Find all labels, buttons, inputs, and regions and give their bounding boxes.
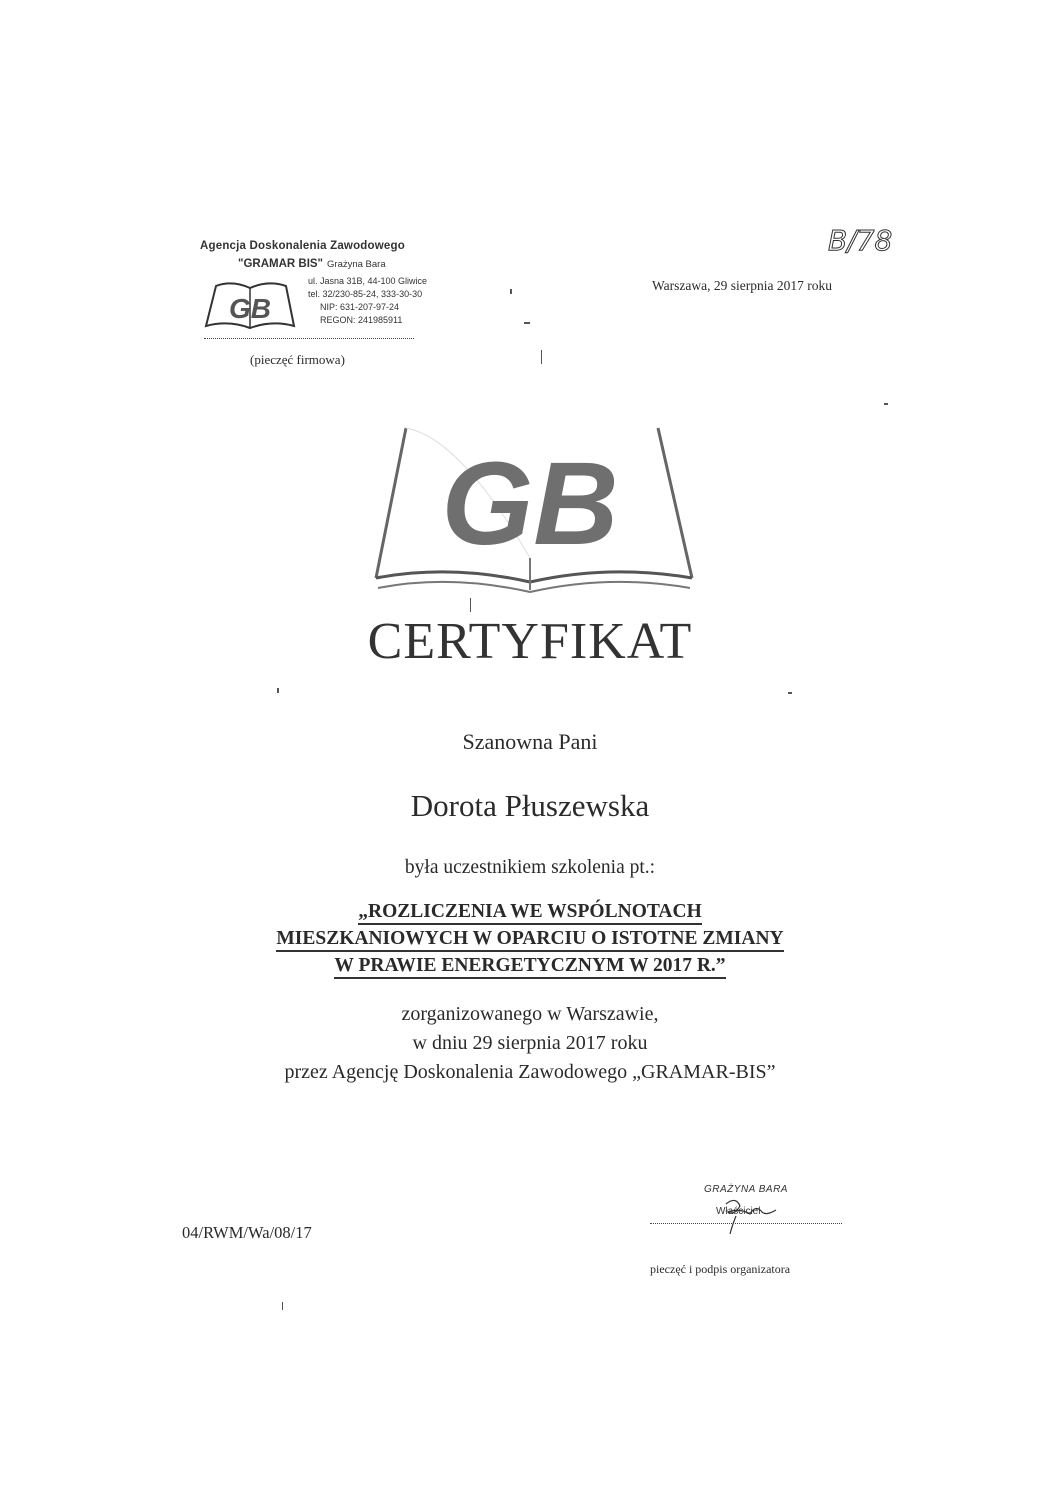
signature-caption: pieczęć i podpis organizatora bbox=[650, 1262, 791, 1276]
organization-line: przez Agencję Doskonalenia Zawodowego „GRAMAR-BIS” bbox=[284, 1061, 776, 1083]
salutation: Szanowna Pani bbox=[462, 729, 598, 754]
logo-gb-text: GB bbox=[441, 438, 619, 570]
certificate-title: CERTYFIKAT bbox=[367, 613, 693, 670]
stamp-book-logo-icon bbox=[202, 276, 298, 332]
scan-speck bbox=[277, 688, 279, 693]
stamp-address: ul. Jasna 31B, 44-100 Gliwice bbox=[308, 276, 428, 286]
course-title-line: MIESZKANIOWYCH W OPARCIU O ISTOTNE ZMIANY bbox=[0, 925, 1060, 952]
stamp-caption: (pieczęć firmowa) bbox=[250, 352, 345, 367]
scan-speck bbox=[884, 403, 888, 405]
scan-speck bbox=[470, 598, 471, 612]
organization-line: w dniu 29 sierpnia 2017 roku bbox=[412, 1032, 648, 1054]
organization-details bbox=[0, 1000, 1060, 1087]
stamp-logo-text: GB bbox=[229, 293, 271, 324]
signature-stamp-name: GRAŻYNA BARA bbox=[704, 1184, 788, 1195]
signature-dotted-line bbox=[650, 1223, 842, 1224]
scan-speck bbox=[524, 322, 530, 324]
handwritten-note bbox=[824, 222, 914, 260]
scan-speck bbox=[541, 350, 542, 364]
organization-line: zorganizowanego w Warszawie, bbox=[401, 1003, 659, 1025]
stamp-name-text: "GRAMAR BIS" bbox=[238, 258, 324, 270]
scan-speck bbox=[282, 1302, 283, 1310]
course-title-line: „ROZLICZENIA WE WSPÓLNOTACH bbox=[0, 898, 1060, 925]
course-title-line: W PRAWIE ENERGETYCZNYM W 2017 R.” bbox=[0, 952, 1060, 979]
scan-speck bbox=[788, 692, 792, 694]
stamp-dotted-line bbox=[204, 338, 414, 339]
participation-statement: była uczestnikiem szkolenia pt.: bbox=[404, 857, 656, 878]
participant-name: Dorota Płuszewska bbox=[410, 788, 650, 823]
stamp-regon: REGON: 241985911 bbox=[320, 315, 403, 325]
signature-block bbox=[646, 1180, 846, 1280]
stamp-phone: tel. 32/230-85-24, 333-30-30 bbox=[308, 289, 423, 299]
stamp-nip: NIP: 631-207-97-24 bbox=[320, 302, 400, 312]
reference-number: 04/RWM/Wa/08/17 bbox=[182, 1223, 312, 1242]
place-and-date: Warszawa, 29 sierpnia 2017 roku bbox=[652, 278, 832, 293]
handwritten-note-text: B/78 bbox=[828, 224, 893, 257]
signature-role: Właściciel bbox=[716, 1206, 761, 1217]
stamp-agency: Agencja Doskonalenia Zawodowego bbox=[200, 240, 405, 252]
stamp-company-name bbox=[238, 258, 386, 270]
gb-book-logo-icon bbox=[370, 418, 700, 598]
company-stamp bbox=[196, 238, 436, 378]
stamp-owner: Grażyna Bara bbox=[327, 259, 386, 270]
course-title bbox=[0, 898, 1060, 979]
scan-speck bbox=[510, 289, 512, 294]
